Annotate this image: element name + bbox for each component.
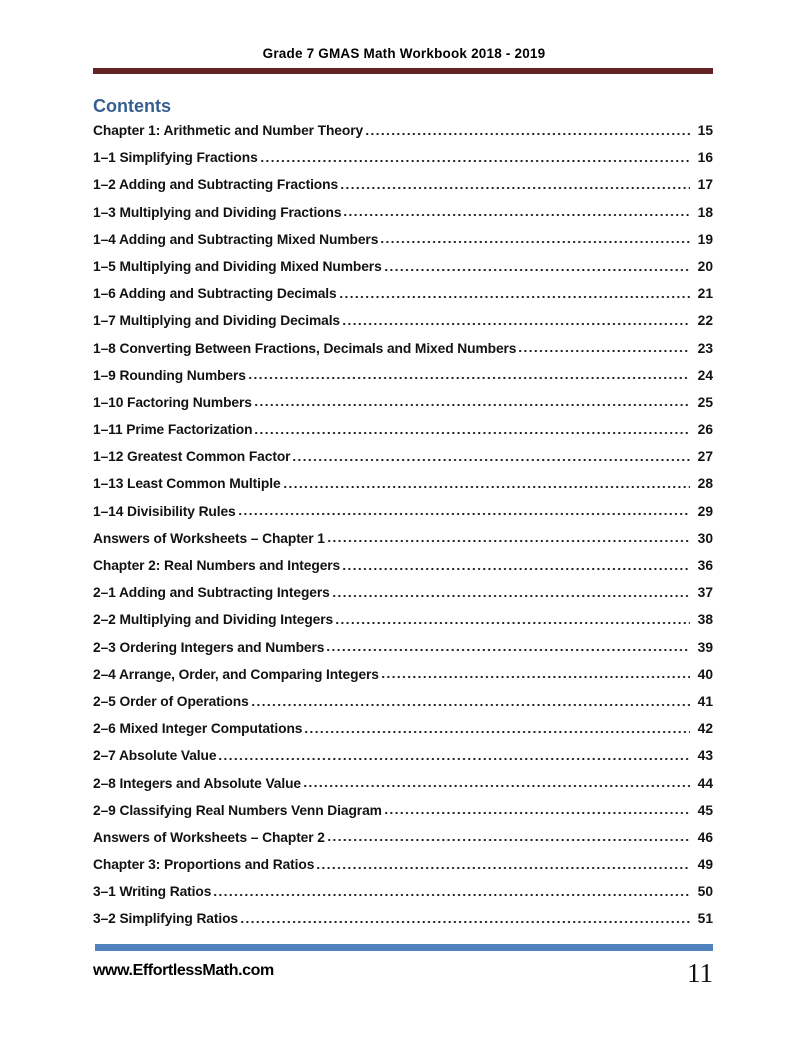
toc-entry-page-number: 39	[697, 639, 713, 655]
toc-entry-label: 1–5 Multiplying and Dividing Mixed Numbers	[93, 258, 382, 274]
toc-entry[interactable]	[93, 611, 713, 638]
toc-entry-label: 2–9 Classifying Real Numbers Venn Diagram	[93, 802, 382, 818]
toc-entry-page-number: 27	[697, 449, 713, 465]
toc-entry[interactable]	[93, 340, 713, 367]
toc-entry[interactable]	[93, 557, 713, 584]
toc-entry-page-number: 15	[697, 123, 713, 138]
toc-entry-label: 2–7 Absolute Value	[93, 748, 217, 764]
footer-website-link[interactable]: www.EffortlessMath.com	[93, 962, 274, 979]
toc-entry-label: 1–12 Greatest Common Factor	[93, 449, 291, 465]
toc-entry-label: 1–2 Adding and Subtracting Fractions	[93, 177, 339, 193]
toc-entry-page-number: 16	[697, 150, 713, 166]
toc-entry[interactable]	[93, 421, 713, 448]
toc-leader-dots	[343, 568, 690, 570]
toc-entry[interactable]	[93, 122, 713, 149]
toc-leader-dots	[328, 540, 690, 542]
toc-entry[interactable]	[93, 910, 713, 937]
toc-leader-dots	[239, 513, 690, 515]
toc-leader-dots	[304, 785, 690, 787]
toc-entry[interactable]	[93, 367, 713, 394]
page-footer	[93, 959, 713, 987]
toc-leader-dots	[381, 241, 690, 243]
toc-entry-page-number: 42	[697, 721, 713, 737]
toc-entry-page-number: 24	[697, 367, 713, 383]
toc-entry-label: 2–4 Arrange, Order, and Comparing Integers	[93, 666, 379, 682]
toc-list	[93, 122, 713, 938]
page-header	[0, 0, 808, 61]
toc-entry-page-number: 41	[697, 693, 713, 709]
toc-leader-dots	[344, 214, 690, 216]
toc-entry-label: 1–9 Rounding Numbers	[93, 367, 246, 383]
toc-entry-label: 2–1 Adding and Subtracting Integers	[93, 585, 330, 601]
toc-entry[interactable]	[93, 394, 713, 421]
toc-leader-dots	[519, 350, 690, 352]
toc-entry-page-number: 36	[697, 558, 713, 573]
toc-entry[interactable]	[93, 584, 713, 611]
toc-entry-page-number: 23	[697, 340, 713, 356]
toc-entry-page-number: 20	[697, 258, 713, 274]
toc-entry[interactable]	[93, 285, 713, 312]
toc-entry[interactable]	[93, 231, 713, 258]
page-header-title: Grade 7 GMAS Math Workbook 2018 - 2019	[262, 46, 546, 61]
toc-leader-dots	[366, 133, 690, 135]
toc-entry-label: 2–6 Mixed Integer Computations	[93, 721, 303, 737]
toc-entry-page-number: 22	[697, 313, 713, 329]
toc-entry-page-number: 29	[697, 503, 713, 519]
toc-entry-label: Chapter 2: Real Numbers and Integers	[93, 558, 341, 573]
toc-leader-dots	[219, 758, 690, 760]
toc-entry-page-number: 43	[697, 748, 713, 764]
toc-leader-dots	[343, 323, 690, 325]
toc-entry[interactable]	[93, 829, 713, 856]
toc-leader-dots	[249, 377, 690, 379]
toc-entry-page-number: 26	[697, 422, 713, 438]
toc-entry[interactable]	[93, 149, 713, 176]
toc-leader-dots	[214, 894, 690, 896]
toc-entry-label: 2–8 Integers and Absolute Value	[93, 775, 302, 791]
toc-entry[interactable]	[93, 856, 713, 883]
toc-entry[interactable]	[93, 883, 713, 910]
toc-entry-page-number: 25	[697, 394, 713, 410]
toc-entry-page-number: 49	[697, 857, 713, 873]
toc-leader-dots	[341, 187, 690, 189]
toc-leader-dots	[385, 812, 690, 814]
header-rule-divider	[93, 68, 713, 74]
footer-rule-divider	[95, 944, 713, 951]
toc-entry[interactable]	[93, 503, 713, 530]
toc-entry[interactable]	[93, 475, 713, 502]
toc-entry-label: 1–1 Simplifying Fractions	[93, 150, 258, 166]
toc-leader-dots	[382, 676, 690, 678]
toc-entry[interactable]	[93, 639, 713, 666]
toc-entry[interactable]	[93, 448, 713, 475]
toc-leader-dots	[261, 160, 690, 162]
toc-entry[interactable]	[93, 530, 713, 557]
toc-entry-page-number: 37	[697, 585, 713, 601]
footer-page-number: 11	[687, 958, 713, 988]
toc-entry[interactable]	[93, 693, 713, 720]
toc-entry-label: Chapter 1: Arithmetic and Number Theory	[93, 123, 364, 138]
toc-leader-dots	[241, 921, 690, 923]
toc-entry-label: 1–3 Multiplying and Dividing Fractions	[93, 204, 342, 220]
toc-leader-dots	[340, 296, 690, 298]
toc-leader-dots	[336, 622, 690, 624]
toc-leader-dots	[255, 432, 690, 434]
toc-entry-label: Answers of Worksheets – Chapter 2	[93, 829, 325, 845]
toc-entry-page-number: 40	[697, 666, 713, 682]
toc-entry[interactable]	[93, 775, 713, 802]
toc-entry-label: 1–10 Factoring Numbers	[93, 394, 252, 410]
toc-entry-page-number: 21	[697, 286, 713, 302]
toc-entry-label: 1–8 Converting Between Fractions, Decimals and Mixed Numbers	[93, 340, 517, 356]
toc-entry-label: 2–3 Ordering Integers and Numbers	[93, 639, 325, 655]
toc-leader-dots	[333, 595, 690, 597]
toc-entry[interactable]	[93, 258, 713, 285]
toc-leader-dots	[255, 404, 690, 406]
toc-entry[interactable]	[93, 802, 713, 829]
toc-entry[interactable]	[93, 720, 713, 747]
toc-leader-dots	[284, 486, 690, 488]
toc-entry-label: 1–11 Prime Factorization	[93, 422, 253, 438]
toc-entry-page-number: 45	[697, 802, 713, 818]
toc-entry[interactable]	[93, 312, 713, 339]
toc-entry-label: 2–5 Order of Operations	[93, 693, 249, 709]
toc-entry-page-number: 19	[697, 231, 713, 247]
toc-entry-page-number: 50	[697, 884, 713, 900]
toc-leader-dots	[327, 649, 690, 651]
toc-leader-dots	[328, 839, 690, 841]
toc-entry-label: 1–4 Adding and Subtracting Mixed Numbers	[93, 231, 379, 247]
toc-entry-label: 2–2 Multiplying and Dividing Integers	[93, 612, 334, 628]
toc-entry-label: 1–6 Adding and Subtracting Decimals	[93, 286, 337, 302]
toc-entry-page-number: 18	[697, 204, 713, 220]
toc-entry-label: 3–1 Writing Ratios	[93, 884, 212, 900]
toc-entry[interactable]	[93, 747, 713, 774]
toc-leader-dots	[252, 704, 690, 706]
toc-entry-page-number: 28	[697, 476, 713, 492]
toc-entry-page-number: 46	[697, 829, 713, 845]
toc-entry-label: Answers of Worksheets – Chapter 1	[93, 530, 325, 546]
toc-entry-page-number: 51	[697, 911, 713, 927]
toc-entry[interactable]	[93, 176, 713, 203]
toc-entry-label: 1–13 Least Common Multiple	[93, 476, 281, 492]
toc-entry-page-number: 30	[697, 530, 713, 546]
toc-leader-dots	[305, 731, 690, 733]
toc-leader-dots	[317, 867, 690, 869]
toc-entry[interactable]	[93, 204, 713, 231]
toc-entry-page-number: 44	[697, 775, 713, 791]
toc-entry-label: 1–7 Multiplying and Dividing Decimals	[93, 313, 340, 329]
toc-entry-page-number: 17	[697, 177, 713, 193]
contents-heading: Contents	[93, 96, 171, 116]
toc-leader-dots	[385, 269, 690, 271]
toc-entry-label: 1–14 Divisibility Rules	[93, 503, 236, 519]
toc-entry-page-number: 38	[697, 612, 713, 628]
toc-entry[interactable]	[93, 666, 713, 693]
toc-leader-dots	[293, 459, 690, 461]
toc-entry-label: 3–2 Simplifying Ratios	[93, 911, 239, 927]
toc-entry-label: Chapter 3: Proportions and Ratios	[93, 857, 315, 873]
